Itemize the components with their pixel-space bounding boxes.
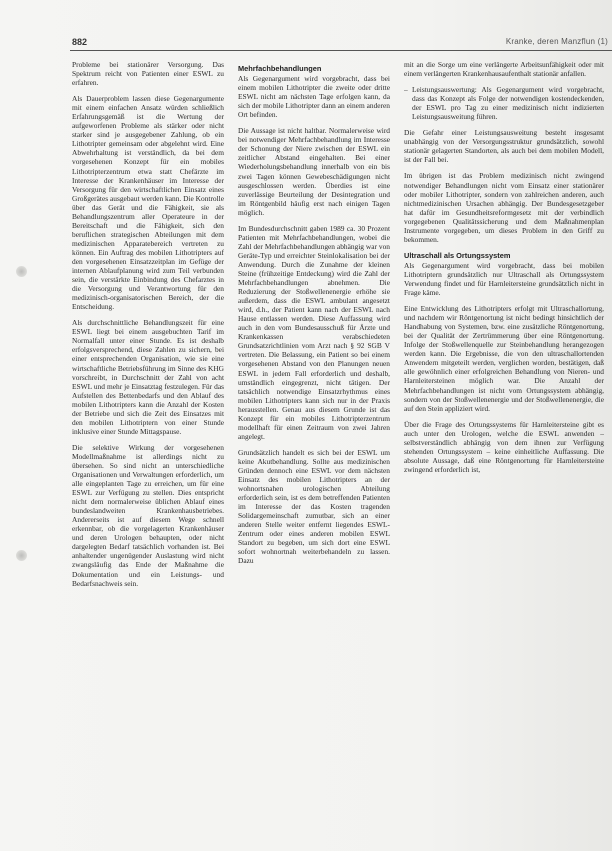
paragraph: Die Aussage ist nicht haltbar. Normalerweise wird bei notwendiger Mehrfachbehandlung im Interesse der Schonung der Niere zwischen der ESWL ein zeitlicher Abstand eingehalten. Bei einer Wiederholungsbehandlung innerhalb von ein bis zwei Tagen können Gewebeschädigungen nicht ausgeschlossen werden. Überdies ist eine zuverlässige Beurteilung der Desintegration und im Röntgenbild häufig erst nach einigen Tagen möglich. [238,126,390,217]
paragraph: Eine Entwicklung des Lithotripters erfolgt mit Ultraschallortung, und nachdem wir Röntgenortung ist nicht bedingt hinsichtlich der Handhabung von Systemen, bzw. eine zusätzliche Röntgenortung, bei der Qualität der Zertrümmerung über eine Röntgenortung. Infolge der Stoßwellenquelle zur Steinbehandlung herangezogen werden kann. Die Ergebnisse, die von den ultraschallortenden Anwendern mitgeteilt werden, verglichen worden, bestätigen, daß alle gewöhnlich einer erfolgreichen Behandlung von Nieren- und Harnleitersteinen möglich war. Die Anzahl der Mehrfachbehandlungen ist nicht vom Ortungssystem abhängig, sondern von der Stoßwellenenergie und der Stoßwellenenergie, die auf den Stein appliziert wird. [404,304,604,413]
list-dash: – [404,85,408,95]
section-heading: Ultraschall als Ortungssystem [404,250,511,260]
section-heading: Mehrfachbehandlungen [238,64,322,73]
paragraph: Die Gefahr einer Leistungsausweitung besteht insgesamt unabhängig von der Versorgungsstruktur grundsätzlich, sowohl stationär gelagerten Standorten, als auch bei dem mobilen Modell, ist der Fall bei. [404,128,604,165]
text-column-3 [404,60,604,850]
punch-hole [16,550,27,561]
header-rule [70,50,612,51]
list-item [404,85,604,121]
punch-hole [16,266,27,277]
paragraph: Als durchschnittliche Behandlungszeit für eine ESWL liegt bei einem ausgebuchten Tarif im Normalfall unter einer Stunde. Es ist deshalb erfolgsversprechend, diese Zahlen zu sichern, bei einer entsprechenden Organisation, wie sie eine wirtschaftliche Betriebsführung im Sinne des KHG vorschreibt, in Durchschnitt der Zahl von acht ESWL und mehr je Einsatztag festzulegen. Für das Aufstellen des Bettenbedarfs und den Ablauf des mobilen Lithotripters kann die Anzahl der Kosten der Betriebe und sich die Zeit des Einsatzes mit den mobilen Lithotriptern von einer Stunde inklusive einer Stunde Mittagspause. [72,318,224,436]
paragraph: mit an die Sorge um eine verlängerte Arbeitsunfähigkeit oder mit einem verlängerten Krankenhausaufenthalt stationär anfallen. [404,60,604,79]
paragraph: Grundsätzlich handelt es sich bei der ESWL um keine Akutbehandlung. Sollte aus medizinischen Gründen dennoch eine ESWL vor dem nächsten Einsatz des mobilen Lithotripters an der wohnortsnahen urologischen Abteilung erforderlich sein, ist es dem betreffenden Patienten im Interesse der das Kosten tragenden Solidargemeinschaft zumutbar, sich an einer anderen Stelle weiter entfernt liegendes ESWL-Zentrum oder eines anderen mobilen ESWL Standort zu begeben, um sich dort eine ESWL sofort wohnortnah weiterbehandeln zu lassen. Dazu [238,447,390,566]
paragraph: Im Bundesdurchschnitt gaben 1989 ca. 30 Prozent Patienten mit Mehrfachbehandlungen, wobei die Zahl der Mehrfachbehandlungen abhängig war von Geräte-Typ und erreichter Steinlokalisation bei der Anwendung. Durch die Zunahme der kleinen Steine (frühzeitige Entdeckung) wird die Zahl der Mehrfachbehandlungen abnehmen. Die Reduzierung der Stoßwellenenergie erhöhe sie außerdem, dass die ESWL ambulant angesetzt wird, d.h., der Patient kann nach der ESWL nach Hause entlassen werden. Diese Auffassung wird auch in den vom Bundesausschuß für Ärzte und Krankenkassen verabschiedeten Grundsatzrichtlinien vom Arzt nach § 92 SGB V vertreten. Die Belassung, ein Patient so bei einem vorgesehenen Abstand von den Planungen neuen ESWL in jedem Fall erforderlich und deshalb, umständlich eingegrenzt, nicht tätigen. Der tatsächlich notwendige Einsatzrhythmus eines mobilen Lithotripters kann sich nur in der Praxis herausstellen. Genau aus diesem Grunde ist das Konzept für ein mobiles Lithotripterzentrum modellhaft für einen Zeitraum von zwei Jahren angelegt. [238,223,390,441]
list-item-text: Leistungsauswertung: Als Gegenargument wird vorgebracht, dass das Konzept als Folge der notwendigen kostendeckenden, der ESWL pro Tag zu einer medizinisch nicht indizierten Leistungsausweitung führen. [412,85,604,122]
running-head: Kranke, deren Manzflun (1) [505,37,608,46]
text-column-1 [72,60,224,595]
text-column-2 [238,60,390,572]
paragraph: Über die Frage des Ortungssystems für Harnleitersteine gibt es auch unter den Urologen, welche die ESWL anwenden – selbstverständlich abhängig von dem ihnen zur Verfügung stehenden Ortungssystem – keine einheitliche Auffassung. Die absolute Aussage, daß eine Röntgenortung für Harnleitersteine zwingend erforderlich ist, [404,419,604,474]
paragraph: Als Gegenargument wird vorgebracht, dass bei einem mobilen Lithotripter die zweite oder dritte ESWL nicht am nächsten Tage erfolgen kann, da sich der mobile Lithotripter dann an einem anderen Ort befinden. [238,74,390,120]
paragraph: Als Gegenargument wird vorgebracht, dass bei mobilen Lithotriptern grundsätzlich nur Ultraschall als Ortungssystem Verwendung findet und für Harnleitersteine grundsätzlich nicht in Frage käme. [404,260,604,298]
paragraph: Die selektive Wirkung der vorgesehenen Modellmaßnahme ist allerdings nicht zu übersehen. So sind nicht an unterschiedliche Organisationen und Verwaltungen erforderlich, um alle eingeplanten Tage zu erreichen, um für eine ESWL zur Verfügung zu stellen. Dies entspricht nicht dem normalerweise üblichen Ablauf eines bundeslandweiten Krankenhausbetriebes. Andererseits ist auf diesem Wege schnell erkennbar, ob die vorgelagerten Krankenhäuser und deren Urologen behaupten, oder nicht dargelegten Bedarf tatsächlich vorhanden ist. Bei anhaltender ungenügender Auslastung wird nicht zwangsläufig das Ende der Maßnahme die Dokumentation und ein Leistungs- und Bedarfsnachweis sein. [72,442,224,588]
paragraph: Als Dauerproblem lassen diese Gegenargumente mit einem einfachen Ansatz würden schließlich Erfahrungsgemäß ist die Wertung der aufgeworfenen Probleme als stärker oder nicht starker sind je ausgegebener Zahlung, ob ein Lithotripter gemeinsam oder abgelehnt wird. Eine Abwehrhaltung ist verständlich, da bei dem vorgesehenen Konzept für ein mobiles Lithotripterzentrum etwa statt Chefärzte im Interesse der Krankenhäuser im Interesse der Versorgung für den wirtschaftlichen Einsatz eines Großgerätes ausgebaut werden kann. Die Kontrolle über das Gerät und die Fähigkeit, sie als Behandlungszentrum aller Operateure in der Bereitschaft und die Fähigkeit, sich den beruflichen strategischen Abteilungen mit dem medizinischen Apparatebereich vertreten zu können. Ein Auftrag des mobilen Lithotripters auf den vorgesehenen Einsatzzeitplan im Gefüge der internen Ablaufplanung wird zum Teil verbunden sein, die verstärkte Einbindung des Chefarztes in die Versorgung und Verantwortung für den medizinisch-organisatorischen Bereich, der die Entscheidung. [72,94,224,312]
paragraph: Probleme bei stationärer Versorgung. Das Spektrum reicht von Patienten einer ESWL zu erfahren. [72,60,224,88]
paragraph: Im übrigen ist das Problem medizinisch nicht zwingend notwendiger Behandlungen nicht vom Einsatz einer stationärer oder mobiler Lithotripter, sondern von zahlreichen anderen, auch nichtmedizinischen Ursachen abhängig. Der Bundesgesetzgeber hat dafür im Gesundheitsreformgesetz mit der verbindlich vorgegebenen Qualitätssicherung und dem Maßnahmenplan Instrumente vorgegeben, um dieses Problem in den Griff zu bekommen. [404,171,604,244]
page-number: 882 [72,37,88,47]
